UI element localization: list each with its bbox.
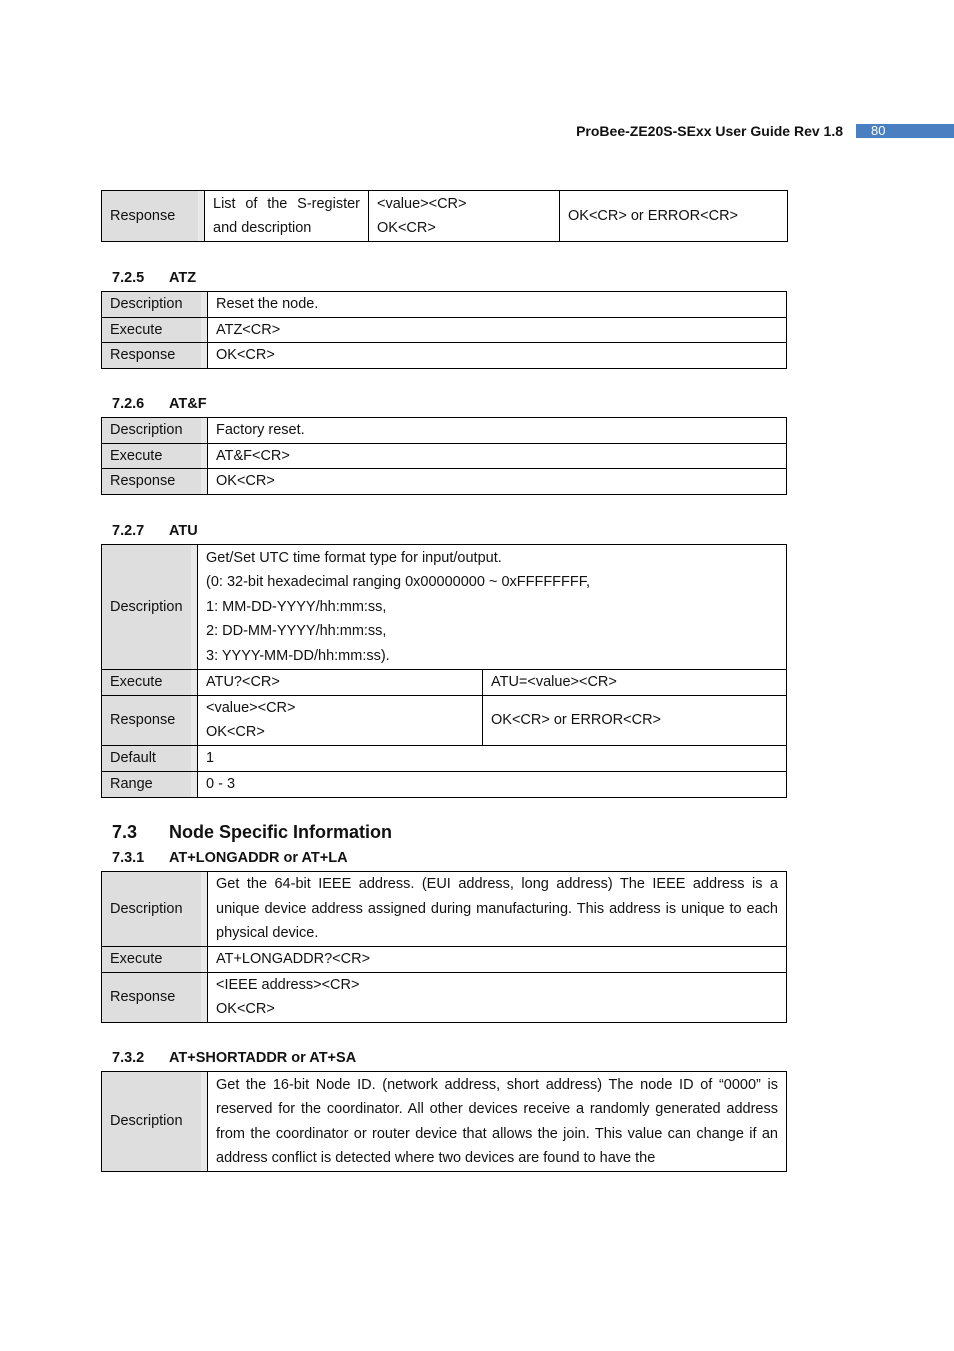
- section-heading-7-3-1: [112, 850, 348, 866]
- section-number: 7.2.7: [112, 523, 145, 539]
- description-cell: Get the 16-bit Node ID. (network address, short address) The node ID of “0000” is reserved for the coordinator. All other devices receive a randomly generated address from the coordinator or router device that allows the join. This value can change if an address conflict is detected where two devices are found to have the: [208, 1072, 787, 1172]
- response-ok-line: OK<CR>: [377, 220, 436, 236]
- row-label: Execute: [102, 317, 208, 343]
- response-list-cell: List of the S-register and description: [205, 191, 369, 242]
- range-value-cell: 0 - 3: [198, 771, 787, 797]
- row-label: Default: [102, 745, 198, 771]
- response-status-cell: OK<CR> or ERROR<CR>: [560, 191, 788, 242]
- row-label: Response: [102, 191, 205, 242]
- description-line: 2: DD-MM-YYYY/hh:mm:ss,: [206, 623, 387, 640]
- response-value-line: <IEEE address><CR>: [216, 976, 360, 993]
- default-value-cell: 1: [198, 745, 787, 771]
- row-label: Execute: [102, 947, 208, 973]
- section-number: 7.3.1: [112, 850, 145, 866]
- response-ok-line: OK<CR>: [216, 1001, 275, 1017]
- response-value-line: <value><CR>: [377, 195, 467, 212]
- row-value: AT&F<CR>: [208, 443, 787, 469]
- section-heading-7-3: [112, 822, 392, 843]
- atf-table: [101, 417, 787, 495]
- shortaddr-table: [101, 1071, 787, 1172]
- section-title: AT+SHORTADDR or AT+SA: [169, 1050, 357, 1066]
- description-cell: [198, 545, 787, 670]
- header-title: ProBee-ZE20S-SExx User Guide Rev 1.8: [576, 123, 843, 139]
- execute-cell: AT+LONGADDR?<CR>: [208, 947, 787, 973]
- row-label: Response: [102, 695, 198, 745]
- section-title: Node Specific Information: [169, 822, 393, 842]
- section-heading-7-2-5: [112, 270, 196, 286]
- row-label: Description: [102, 545, 198, 670]
- response-get-cell: [198, 695, 483, 745]
- row-label: Description: [102, 418, 208, 444]
- atz-table: [101, 291, 787, 369]
- atu-table: [101, 544, 787, 798]
- section-title: AT&F: [169, 396, 207, 412]
- description-cell: Get the 64-bit IEEE address. (EUI address, long address) The IEEE address is a unique device address assigned during manufacturing. This address is unique to each physical device.: [208, 872, 787, 947]
- section-title: ATZ: [169, 270, 197, 286]
- section-number: 7.3.2: [112, 1050, 145, 1066]
- page-number: 80: [856, 124, 954, 138]
- section-number: 7.2.5: [112, 270, 145, 286]
- row-label: Execute: [102, 443, 208, 469]
- row-label: Response: [102, 469, 208, 495]
- execute-get-cell: ATU?<CR>: [198, 670, 483, 696]
- row-value: ATZ<CR>: [208, 317, 787, 343]
- response-value-cell: [369, 191, 560, 242]
- response-value-line: <value><CR>: [206, 699, 296, 716]
- section-number: 7.3: [112, 822, 138, 842]
- response-set-cell: OK<CR> or ERROR<CR>: [483, 695, 787, 745]
- row-value: Reset the node.: [208, 292, 787, 318]
- description-line: (0: 32-bit hexadecimal ranging 0x00000000 ~ 0xFFFFFFFF,: [206, 574, 591, 591]
- section-heading-7-3-2: [112, 1050, 356, 1066]
- description-line: 1: MM-DD-YYYY/hh:mm:ss,: [206, 598, 387, 615]
- row-label: Description: [102, 1072, 208, 1172]
- execute-set-cell: ATU=<value><CR>: [483, 670, 787, 696]
- section-heading-7-2-7: [112, 523, 198, 539]
- row-label: Execute: [102, 670, 198, 696]
- row-label: Response: [102, 343, 208, 369]
- row-label: Description: [102, 292, 208, 318]
- page-header: [0, 123, 954, 139]
- response-ok-line: OK<CR>: [206, 724, 265, 740]
- row-label: Range: [102, 771, 198, 797]
- section-title: ATU: [169, 523, 198, 539]
- description-line: Get/Set UTC time format type for input/output.: [206, 549, 502, 566]
- row-label: Response: [102, 972, 208, 1022]
- section-title: AT+LONGADDR or AT+LA: [169, 850, 348, 866]
- description-line: 3: YYYY-MM-DD/hh:mm:ss).: [206, 647, 390, 664]
- response-cell: [208, 972, 787, 1022]
- row-value: OK<CR>: [208, 343, 787, 369]
- row-value: Factory reset.: [208, 418, 787, 444]
- row-value: OK<CR>: [208, 469, 787, 495]
- section-number: 7.2.6: [112, 396, 145, 412]
- row-label: Description: [102, 872, 208, 947]
- section-heading-7-2-6: [112, 396, 207, 412]
- longaddr-table: [101, 871, 787, 1023]
- s-register-response-table: [101, 190, 788, 242]
